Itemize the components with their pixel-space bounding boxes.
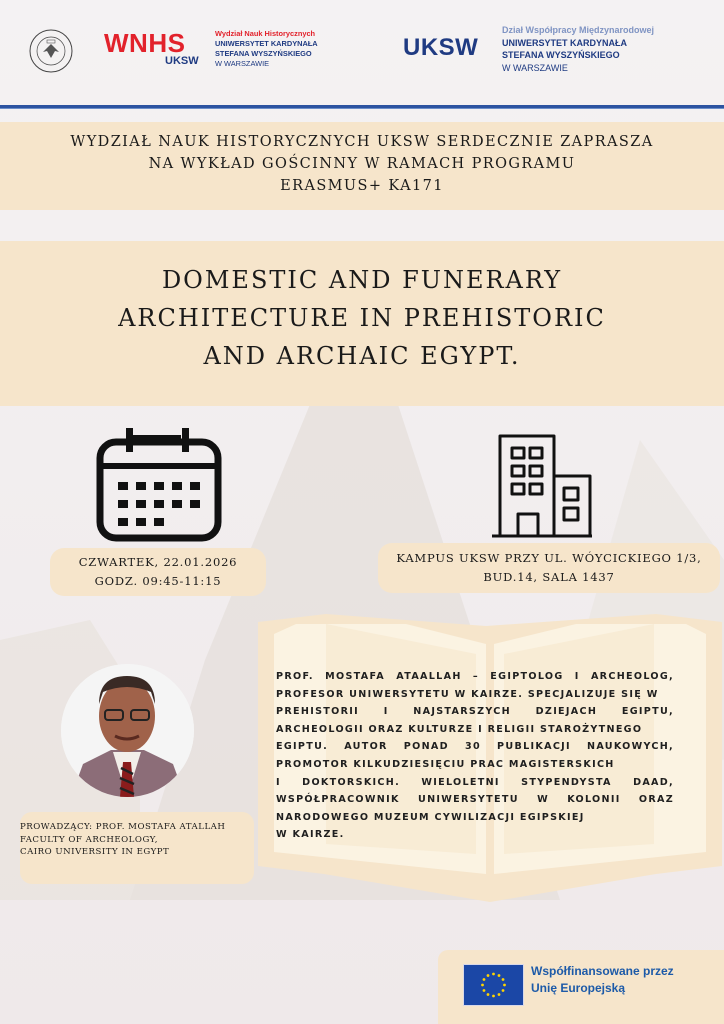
bio-line: PROF. MOSTAFA ATAALLAH – EGIPTOLOG I ARCHEOLOG, <box>276 671 674 682</box>
eu-funding-text <box>531 963 674 997</box>
eu-star <box>487 974 490 977</box>
eu-star <box>502 978 505 981</box>
lecture-title-line: AND ARCHAIC EGYPT. <box>203 342 521 370</box>
location-address: KAMPUS UKSW PRZY UL. WÓYCICKIEGO 1/3, <box>396 551 702 565</box>
uksw-logo: UKSW <box>403 34 479 61</box>
eu-star <box>492 995 495 998</box>
uksw-line: STEFANA WYSZYŃSKIEGO <box>502 50 620 60</box>
building-icon <box>490 432 592 538</box>
bio-line: ARCHEOLOGII ORAZ KULTURZE I RELIGII STAROŻYTNEGO <box>276 723 643 735</box>
uksw-line: UNIWERSYTET KARDYNAŁA <box>502 37 627 48</box>
eu-star <box>498 974 501 977</box>
eu-star <box>492 973 495 976</box>
eu-funding-badge <box>438 950 724 1024</box>
invitation-line: WYDZIAŁ NAUK HISTORYCZNYCH UKSW SERDECZNIE ZAPRASZA <box>70 134 654 150</box>
eu-star <box>503 984 506 987</box>
host-info-badge <box>20 812 254 884</box>
event-date: CZWARTEK, 22.01.2026 <box>78 555 238 569</box>
eu-star <box>481 984 484 987</box>
bio-line: PROMOTOR KILKUDZIESIĘCIU PRAC MAGISTERSKICH <box>276 758 615 770</box>
wnhs-line: W WARSZAWIE <box>215 59 270 68</box>
invitation-banner <box>0 122 724 210</box>
lecture-title-line: ARCHITECTURE IN PREHISTORIC <box>118 304 606 332</box>
lecture-title-banner <box>0 241 724 406</box>
bio-line: PREHISTORII I NAJSTARSZYCH DZIEJACH EGIPTU, <box>276 706 674 718</box>
host-university: CAIRO UNIVERSITY IN EGYPT <box>20 847 170 857</box>
eu-star <box>502 989 505 992</box>
bio-line: NARODOWEGO MUZEUM CYWILIZACJI EGIPSKIEJ <box>276 811 585 823</box>
speaker-bio <box>276 668 674 844</box>
university-seal-logo <box>28 28 74 74</box>
bio-line: W KAIRZE. <box>276 829 345 841</box>
wnhs-logo: WNHS <box>104 28 186 58</box>
header-divider <box>0 105 724 109</box>
eu-star <box>487 993 490 996</box>
uksw-line: Dział Współpracy Międzynarodowej <box>502 25 655 35</box>
eu-line: Unię Europejską <box>531 981 626 995</box>
bio-line: PROFESOR UNIWERSYTETU W KAIRZE. SPECJALIZUJE SIĘ W <box>276 688 659 700</box>
wnhs-logo-sub: UKSW <box>165 55 199 67</box>
eu-star <box>498 993 501 996</box>
uksw-logo-text <box>502 24 654 74</box>
invitation-line: NA WYKŁAD GOŚCINNY W RAMACH PROGRAMU <box>148 156 576 172</box>
invitation-line: ERASMUS+ KA171 <box>280 178 444 194</box>
speaker-photo <box>61 664 194 797</box>
wnhs-line: UNIWERSYTET KARDYNAŁA <box>215 39 318 48</box>
lecture-title-line: DOMESTIC AND FUNERARY <box>161 266 563 294</box>
header <box>0 0 724 108</box>
wnhs-logo-text <box>215 29 318 69</box>
eu-star <box>483 978 486 981</box>
bio-line: WSPÓŁPRACOWNIK UNIWERSYTETU W KOLONII ORAZ <box>276 794 674 806</box>
eu-star <box>483 989 486 992</box>
eu-line: Współfinansowane przez <box>531 964 674 978</box>
wnhs-line: STEFANA WYSZYŃSKIEGO <box>215 49 312 58</box>
wnhs-line: Wydział Nauk Historycznych <box>215 29 316 38</box>
eu-flag-icon <box>463 964 524 1006</box>
calendar-icon <box>96 426 222 542</box>
location-room: BUD.14, SALA 1437 <box>483 570 615 584</box>
host-faculty: FACULTY OF ARCHEOLOGY, <box>20 834 158 845</box>
event-time: GODZ. 09:45-11:15 <box>94 574 222 588</box>
host-name: PROWADZĄCY: PROF. MOSTAFA ATALLAH <box>20 822 226 832</box>
uksw-line: W WARSZAWIE <box>502 62 568 73</box>
bio-line: I DOKTORSKICH. WIELOLETNI STYPENDYSTA DAAD, <box>276 776 674 788</box>
location-badge <box>378 543 720 593</box>
bio-line: EGIPTU. AUTOR PONAD 30 PUBLIKACJI NAUKOWYCH, <box>276 741 674 753</box>
date-time-badge <box>50 548 266 596</box>
